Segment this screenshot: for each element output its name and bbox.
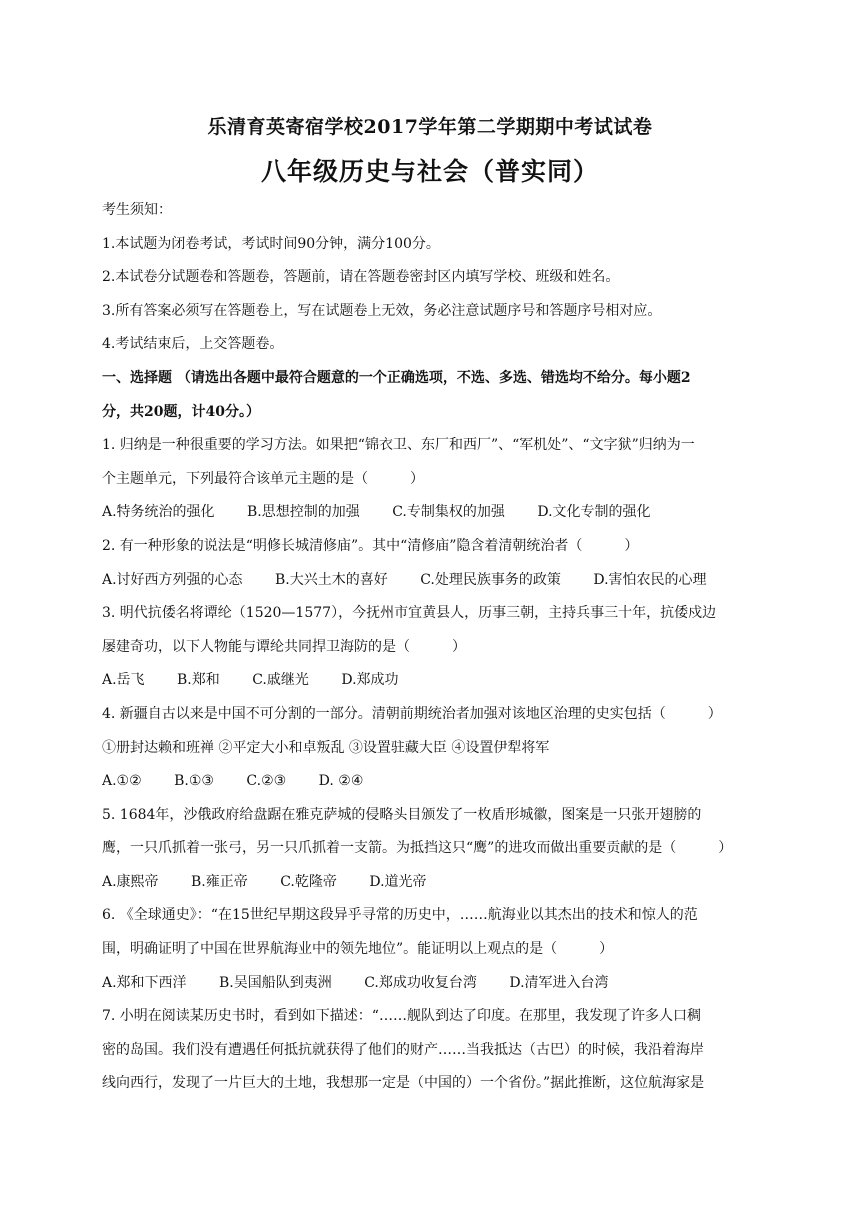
option-a: A.郑和下西洋 (102, 974, 187, 991)
option-c: C.戚继光 (252, 672, 309, 689)
option-b: B.郑和 (177, 672, 220, 689)
option-a: A.康熙帝 (102, 873, 159, 890)
question-text: 2. 有一种形象的说法是“明修长城清修庙”。其中“清修庙”隐含着清朝统治者（ ） (102, 537, 639, 554)
question-text: 线向西行，发现了一片巨大的土地，我想那一定是（中国的）一个省份。”据此推断，这位航海家是 (102, 1075, 705, 1092)
question-text: 5. 1684年，沙俄政府给盘踞在雅克萨城的侵略头目颁发了一枚盾形城徽，图案是一只张开翅膀的 (102, 806, 702, 823)
question-text: 3. 明代抗倭名将谭纶（1520—1577），今抚州市宜黄县人，历事三朝，主持兵事三十年，抗倭戍边 (102, 605, 717, 622)
option-a: A.特务统治的强化 (102, 504, 215, 521)
question-options (102, 564, 762, 598)
question-text: 个主题单元，下列最符合该单元主题的是（ ） (102, 470, 424, 487)
option-b: B.大兴土木的喜好 (275, 571, 388, 588)
option-a: A.①② (102, 773, 142, 790)
notice-item: 1.本试题为闭卷考试，考试时间90分钟，满分100分。 (102, 235, 440, 252)
question-options (102, 765, 762, 799)
notice-item: 4.考试结束后，上交答题卷。 (102, 336, 284, 353)
option-d: D.害怕农民的心理 (593, 571, 707, 588)
question-text: 7. 小明在阅读某历史书时，看到如下描述：“……舰队到达了印度。在那里，我发现了许多人口稠 (102, 1008, 701, 1025)
option-d: D.道光帝 (369, 873, 427, 890)
question-text: 6. 《全球通史》：“在15世纪早期这段异乎寻常的历史中，……航海业以其杰出的技术和惊人的范 (102, 907, 698, 924)
section-heading: 一、选择题 （请选出各题中最符合题意的一个正确选项，不选、多选、错选均不给分。每小题2 (102, 369, 691, 386)
question-text: 密的岛国。我们没有遭遇任何抵抗就获得了他们的财产……当我抵达（古巴）的时候，我沿着海岸 (102, 1041, 704, 1058)
question-text: ①册封达赖和班禅 ②平定大小和卓叛乱 ③设置驻藏大臣 ④设置伊犁将军 (102, 739, 550, 756)
question-text: 鹰，一只爪抓着一张弓，另一只爪抓着一支箭。为抵挡这只“鹰”的进攻而做出重要贡献的是（ ） (102, 840, 733, 857)
exam-body (102, 194, 762, 1101)
option-d: D. ②④ (318, 773, 364, 790)
question-options (102, 866, 762, 900)
section-heading-cont: 分，共20题，计40分。） (102, 403, 260, 420)
question-text: 屡建奇功，以下人物能与谭纶共同捍卫海防的是（ ） (102, 638, 466, 655)
subject-title: 八年级历史与社会（普实同） (260, 157, 599, 186)
question-options (102, 496, 762, 530)
notice-item: 3.所有答案必须写在答题卷上，写在试题卷上无效，务必注意试题序号和答题序号相对应。 (102, 302, 662, 319)
option-c: C.乾隆帝 (280, 873, 337, 890)
option-a: A.岳飞 (102, 672, 145, 689)
question-text: 1. 归纳是一种很重要的学习方法。如果把“锦衣卫、东厂和西厂”、“军机处”、“文字狱”归纳为一 (102, 437, 695, 454)
notice-item: 2.本试卷分试题卷和答题卷，答题前，请在答题卷密封区内填写学校、班级和姓名。 (102, 269, 620, 286)
option-d: D.郑成功 (341, 672, 399, 689)
option-b: B.雍正帝 (191, 873, 248, 890)
notice-heading: 考生须知： (102, 202, 172, 218)
question-text: 围，明确证明了中国在世界航海业中的领先地位”。能证明以上观点的是（ ） (102, 941, 614, 958)
option-c: C.处理民族事务的政策 (420, 571, 561, 588)
option-b: B.思想控制的加强 (247, 504, 360, 521)
option-b: B.吴国船队到夷洲 (219, 974, 332, 991)
option-a: A.讨好西方列强的心态 (102, 571, 243, 588)
option-d: D.文化专制的强化 (537, 504, 651, 521)
option-c: C.郑成功收复台湾 (364, 974, 477, 991)
option-b: B.①③ (174, 773, 214, 790)
school-exam-title: 乐清育英寄宿学校2017学年第二学期期中考试试卷 (207, 116, 653, 138)
option-c: C.②③ (246, 773, 287, 790)
question-options (102, 664, 762, 698)
question-text: 4. 新疆自古以来是中国不可分割的一部分。清朝前期统治者加强对该地区治理的史实包括（ ） (102, 705, 722, 722)
option-d: D.清军进入台湾 (509, 974, 609, 991)
question-options (102, 967, 762, 1001)
option-c: C.专制集权的加强 (392, 504, 505, 521)
